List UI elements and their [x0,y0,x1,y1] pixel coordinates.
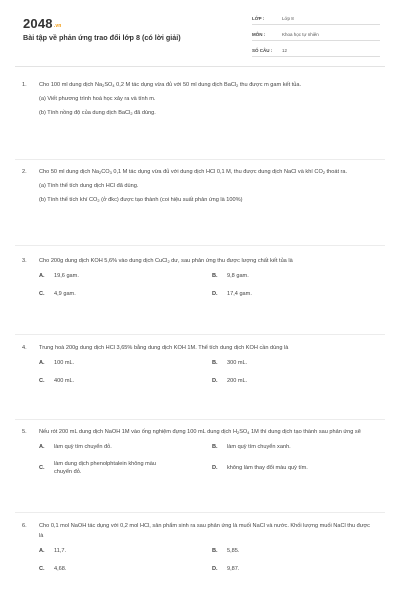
question-6 [22,521,372,574]
option-d[interactable] [212,564,385,574]
question-divider [15,512,385,513]
question-divider [15,159,385,160]
option-text: 100 mL. [54,360,75,366]
answer-options [39,271,372,299]
option-letter: C. [39,378,45,384]
answer-options [39,546,372,574]
logo-text: 2048 [23,16,53,31]
question-number: 2. [22,169,27,175]
option-text: không làm thay đổi màu quỳ tím. [227,465,308,471]
meta-info [252,13,380,61]
meta-value: 12 [282,48,288,53]
option-text: 4,9 gam. [54,291,76,297]
meta-row-count [252,45,380,57]
question-2 [22,167,372,205]
option-text: 400 mL. [54,378,75,384]
sub-question-b: (b) Tính thể tích khí $CO_2$ (ở đkc) được tạo thành (coi hiệu suất phản ứng là 100%) [39,197,243,203]
option-letter: A. [39,548,45,554]
option-text: 11,7. [54,548,67,554]
option-letter: D. [212,566,218,572]
meta-row-subject [252,29,380,41]
question-text: Cho 50 ml dung dịch $Na_2CO_3$ 0,1 M tác dụng vừa đủ với dung dịch HCl 0,1 M, thu được dung dịch NaCl và khí $CO_2$ thoát ra. [39,169,348,175]
option-b[interactable] [212,358,385,368]
meta-label: MÔN : [252,32,266,37]
option-letter: D. [212,378,218,384]
question-text: Nếu rót 200 mL dung dịch NaOH 1M vào ống nghiệm đựng 100 mL dung dịch $H_2SO_4$ 1M thì dung dịch tạo thành sau phản ứng sẽ [39,429,361,435]
option-text: 9,8 gam. [227,273,249,279]
option-text: 4,68. [54,566,67,572]
question-4 [22,343,372,386]
question-text: Cho 100 ml dung dịch $Na_2SO_4$ 0,2 M tác dụng vừa đủ với 50 ml dung dịch BaCl$_2$ thu được m gam kết tủa. [39,82,302,88]
option-c[interactable] [39,376,212,386]
option-text: 17,4 gam. [227,291,252,297]
question-number: 4. [22,345,27,351]
option-letter: A. [39,444,45,450]
question-number: 5. [22,429,27,435]
meta-value: Lớp 8 [282,16,294,21]
question-divider [15,334,385,335]
option-letter: C. [39,566,45,572]
option-letter: C. [39,291,45,297]
option-letter: A. [39,360,45,366]
option-text: 19,6 gam. [54,273,79,279]
option-letter: D. [212,291,218,297]
option-letter: B. [212,360,218,366]
option-d[interactable] [212,460,385,476]
question-text: Cho 0,1 mol NaOH tác dụng với 0,2 mol HCl, sản phẩm sinh ra sau phản ứng là muối NaCl và nước. Khối lượng muối NaCl thu được là [39,523,370,539]
question-text: Cho 200g dung dịch KOH 5,6% vào dung dịch CuCl$_2$ dư, sau phản ứng thu được lượng chất kết tủa là [39,258,293,264]
option-c[interactable] [39,564,212,574]
option-b[interactable] [212,271,385,281]
sub-question-a: (a) Tính thể tích dung dịch HCl đã dùng. [39,183,139,189]
question-divider [15,419,385,420]
option-letter: B. [212,273,218,279]
question-1 [22,80,372,118]
sub-question-b: (b) Tính nồng độ của dung dịch BaCl$_2$ đã dùng. [39,110,156,116]
question-3 [22,256,372,299]
site-logo[interactable] [23,16,62,31]
option-a[interactable] [39,271,212,281]
page-title: Bài tập về phản ứng trao đổi lớp 8 (có lời giải) [23,33,181,42]
answer-options [39,442,372,476]
header-divider [15,66,385,67]
option-text: làm dung dịch phenolphtalein không màu chuyển đỏ. [54,461,157,475]
header [0,0,400,68]
option-text: 200 mL. [227,378,248,384]
option-text: 5,85. [227,548,240,554]
option-c[interactable] [39,460,212,476]
question-text: Trung hoà 200g dung dịch HCl 3,65% bằng dung dịch KOH 1M. Thể tích dung dịch KOH cần dùng là [39,345,289,351]
option-text: làm quỳ tím chuyển xanh. [227,444,291,450]
option-text: làm quỳ tím chuyển đỏ. [54,444,112,450]
option-text: 9,87. [227,566,240,572]
meta-label: LỚP : [252,16,265,21]
meta-value: Khoa học tự nhiên [282,32,319,37]
option-letter: A. [39,273,45,279]
option-b[interactable] [212,546,385,556]
option-c[interactable] [39,289,212,299]
question-number: 6. [22,523,27,529]
answer-options [39,358,372,386]
sub-question-a: (a) Viết phương trình hoá học xảy ra và tính m. [39,96,156,102]
meta-row-class [252,13,380,25]
option-a[interactable] [39,546,212,556]
meta-label: SỐ CÂU : [252,48,273,53]
option-d[interactable] [212,376,385,386]
logo-suffix: .vn [53,23,62,29]
option-letter: C. [39,465,45,471]
option-letter: D. [212,465,218,471]
question-divider [15,245,385,246]
option-d[interactable] [212,289,385,299]
option-letter: B. [212,548,218,554]
option-a[interactable] [39,442,212,452]
question-number: 3. [22,258,27,264]
option-a[interactable] [39,358,212,368]
question-5 [22,427,372,476]
option-text: 300 mL. [227,360,248,366]
question-number: 1. [22,82,27,88]
option-letter: B. [212,444,218,450]
option-b[interactable] [212,442,385,452]
